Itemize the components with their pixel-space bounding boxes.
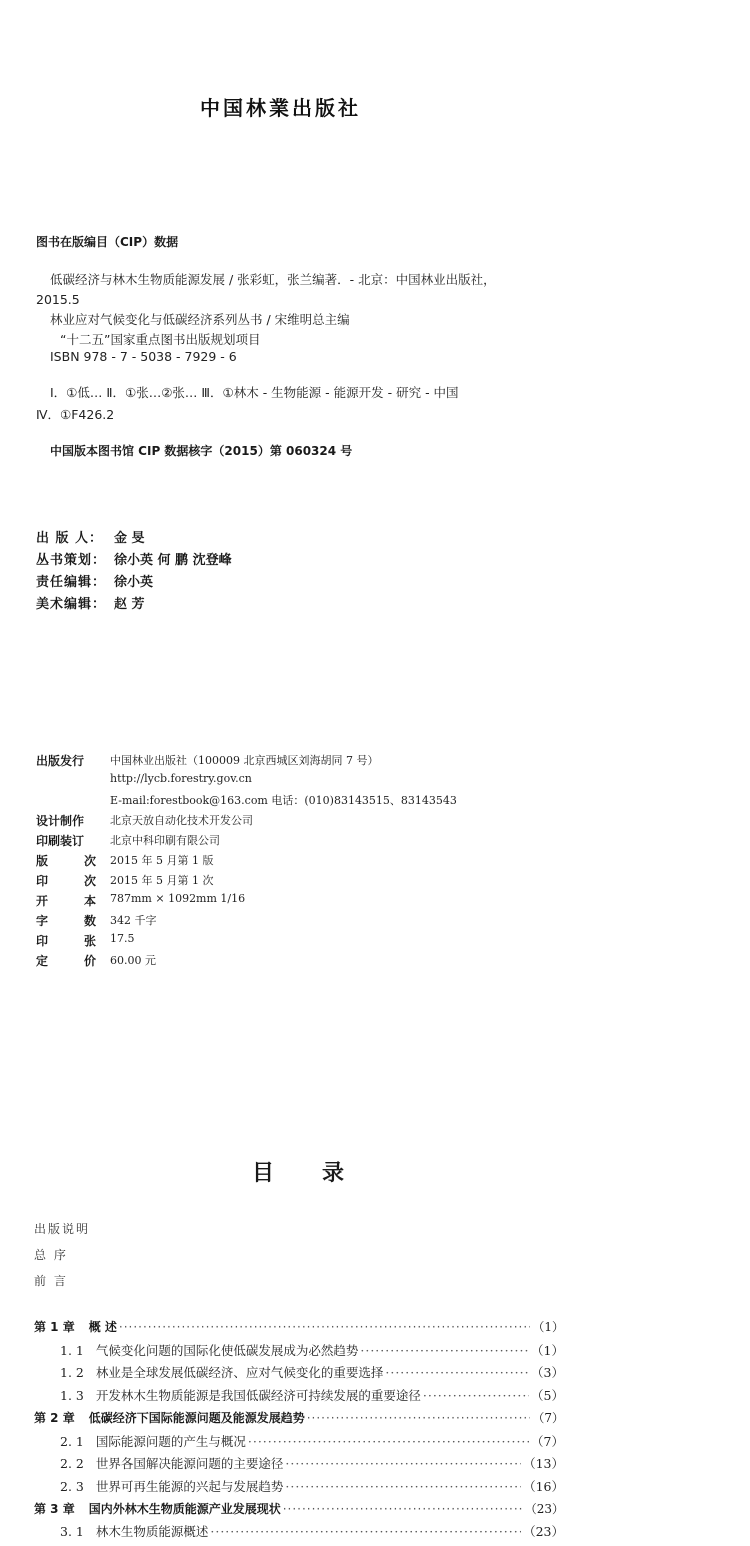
toc-entry-number: 2. 2 [60, 1456, 84, 1472]
imprint-label: 出版发行 [36, 754, 85, 768]
toc-leader [285, 1479, 521, 1494]
toc-section-entry[interactable] [60, 1477, 564, 1497]
toc-entry-page: （1） [532, 1320, 564, 1334]
imprint-label [36, 852, 96, 869]
toc-leader [248, 1434, 529, 1449]
staff-value: 徐小英 何 鹏 沈登峰 [114, 553, 232, 568]
staff-art-editor [36, 593, 145, 612]
toc-entry-title: 概 述 [88, 1320, 117, 1334]
imprint-value: 787mm × 1092mm 1/16 [110, 892, 246, 905]
imprint-label-text: 版次 [36, 854, 96, 868]
imprint-contact: E-mail:forestbook@163.com 电话：(010)83143515、83143543 [110, 794, 457, 807]
toc-entry-title: 世界各国解决能源问题的主要途径 [95, 1456, 284, 1472]
toc-chapter-entry[interactable] [34, 1318, 564, 1338]
imprint-label-text: 印次 [36, 874, 96, 888]
toc-entry-page: （5） [531, 1388, 564, 1404]
toc-entry-number: 第 1 章 [34, 1320, 75, 1334]
imprint-publisher: 中国林业出版社（100009 北京西城区刘海胡同 7 号） [110, 754, 379, 767]
toc-entry-page: （3） [531, 1365, 564, 1381]
cip-line: ISBN 978 - 7 - 5038 - 7929 - 6 [50, 349, 237, 364]
toc-section-entry[interactable] [60, 1522, 564, 1542]
toc-chapter-entry[interactable] [34, 1409, 564, 1429]
imprint-value: 2015 年 5 月第 1 版 [110, 854, 214, 867]
toc-entry-title: 国内外林木生物质能源产业发展现状 [88, 1501, 281, 1516]
toc-entry-number: 1. 2 [60, 1365, 84, 1381]
toc-section-entry[interactable] [60, 1363, 564, 1383]
cip-line: 低碳经济与林木生物质能源发展 / 张彩虹，张兰编著．- 北京：中国林业出版社， [50, 272, 496, 287]
toc-entry-title: 低碳经济下国际能源问题及能源发展趋势 [88, 1410, 305, 1425]
staff-publisher [36, 527, 145, 546]
toc-entry-title: 国际能源问题的产生与概况 [95, 1433, 246, 1449]
toc-leader [283, 1502, 523, 1516]
toc-entry-number: 2. 1 [60, 1433, 84, 1449]
cip-record-number: 中国版本图书馆 CIP 数据核字（2015）第 060324 号 [50, 444, 353, 458]
toc-entry-title: 气候变化问题的国际化使低碳发展成为必然趋势 [95, 1342, 359, 1358]
cip-line: Ⅳ．①F426.2 [36, 407, 115, 422]
toc-entry-number: 1. 1 [60, 1342, 84, 1358]
toc-section-entry[interactable] [60, 1341, 564, 1361]
front-matter-item[interactable]: 前 言 [34, 1274, 68, 1288]
toc-section-entry[interactable] [60, 1386, 564, 1406]
imprint-value: 北京中科印刷有限公司 [110, 834, 220, 847]
toc-leader [119, 1320, 530, 1334]
imprint-label-text: 字数 [36, 914, 96, 928]
toc-entry-title: 林业是全球发展低碳经济、应对气候变化的重要选择 [95, 1365, 384, 1381]
cip-line: 2015.5 [36, 292, 80, 307]
toc-entry-title: 开发林木生物质能源是我国低碳经济可持续发展的重要途径 [95, 1388, 421, 1404]
imprint-label [36, 912, 96, 929]
toc-leader [360, 1343, 529, 1358]
toc-section-entry[interactable] [60, 1432, 564, 1452]
publisher-logo: 中国林業出版社 [200, 96, 361, 120]
staff-value: 赵 芳 [114, 597, 145, 612]
staff-editor [36, 571, 153, 590]
toc-section-entry[interactable] [60, 1454, 564, 1474]
imprint-label-text: 定价 [36, 954, 96, 968]
toc-leader [385, 1365, 529, 1380]
staff-label: 出 版 人： [36, 531, 104, 546]
toc-entry-page: （7） [532, 1410, 564, 1425]
toc-entry-number: 1. 3 [60, 1388, 84, 1404]
toc-entry-page: （7） [531, 1433, 564, 1449]
toc-entry-number: 3. 1 [60, 1524, 84, 1540]
imprint-label: 印刷装订 [36, 834, 85, 848]
staff-value: 徐小英 [114, 575, 154, 590]
toc-entry-page: （16） [523, 1478, 564, 1494]
toc-entry-number: 第 3 章 [34, 1501, 75, 1516]
imprint-label: 设计制作 [36, 814, 85, 828]
imprint-value: 60.00 元 [110, 954, 156, 967]
toc-entry-number: 2. 3 [60, 1478, 84, 1494]
staff-value: 金 旻 [114, 531, 145, 546]
toc-entry-title: 林木生物质能源概述 [95, 1524, 209, 1540]
cip-line: Ⅰ．①低… Ⅱ．①张…②张… Ⅲ．①林木 - 生物能源 - 能源开发 - 研究 - 中国 [50, 385, 459, 400]
contents-title: 目录 [252, 1160, 393, 1186]
cip-line: 林业应对气候变化与低碳经济系列丛书 / 宋维明总主编 [50, 312, 350, 327]
front-matter-item[interactable]: 出版说明 [34, 1222, 91, 1236]
toc-leader [423, 1388, 529, 1403]
imprint-label [36, 872, 96, 889]
toc-entry-title: 世界可再生能源的兴起与发展趋势 [95, 1478, 284, 1494]
staff-label: 美术编辑： [36, 597, 107, 612]
imprint-value: 北京天放自动化技术开发公司 [110, 814, 253, 827]
toc-entry-page: （23） [523, 1524, 564, 1540]
imprint-value: 2015 年 5 月第 1 次 [110, 874, 214, 887]
toc-leader [285, 1456, 521, 1471]
imprint-label [36, 892, 96, 909]
toc-leader [210, 1524, 521, 1539]
toc-entry-number: 第 2 章 [34, 1410, 75, 1425]
toc-entry-page: （23） [524, 1501, 564, 1516]
staff-label: 责任编辑： [36, 575, 107, 590]
imprint-label [36, 952, 96, 969]
imprint-value: 342 千字 [110, 914, 157, 927]
staff-series-planner [36, 549, 232, 568]
toc-chapter-entry[interactable] [34, 1500, 564, 1520]
imprint-label [36, 932, 96, 949]
toc-entry-page: （13） [523, 1456, 564, 1472]
cip-line: “十二五”国家重点图书出版规划项目 [60, 332, 261, 347]
toc-entry-page: （1） [531, 1342, 564, 1358]
front-matter-item[interactable]: 总 序 [34, 1248, 68, 1262]
staff-label: 丛书策划： [36, 553, 107, 568]
imprint-website: http://lycb.forestry.gov.cn [110, 772, 252, 785]
toc-leader [307, 1411, 531, 1425]
imprint-value: 17.5 [110, 932, 135, 945]
cip-heading: 图书在版编目（CIP）数据 [36, 235, 179, 249]
imprint-label-text: 开本 [36, 894, 96, 908]
imprint-label-text: 印张 [36, 934, 96, 948]
